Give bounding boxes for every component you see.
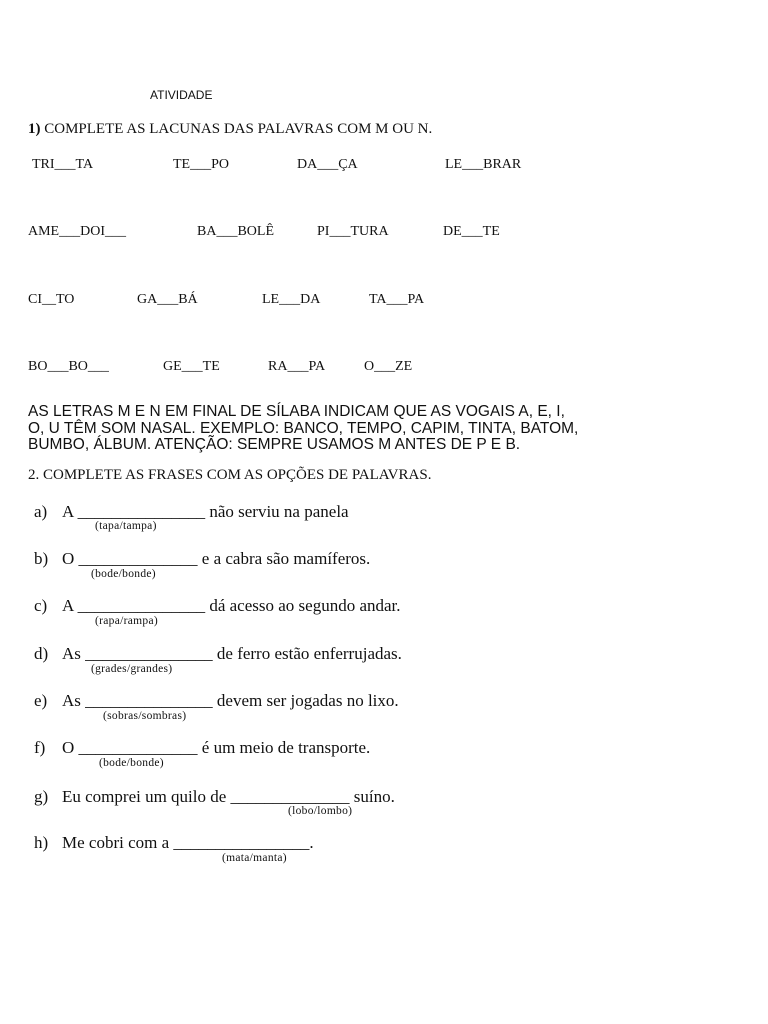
sentence-text: Eu comprei um quilo de ______________ suíno. <box>62 787 395 806</box>
sentence-label: d) <box>34 644 49 663</box>
sentence-label: b) <box>34 549 49 568</box>
question-2-heading: 2. COMPLETE AS FRASES COM AS OPÇÕES DE PALAVRAS. <box>28 467 432 483</box>
question-1-text: COMPLETE AS LACUNAS DAS PALAVRAS COM M OU N. <box>44 121 433 137</box>
sentence-text: As _______________ de ferro estão enferrujadas. <box>62 644 402 663</box>
question-1-number: 1) <box>28 121 41 137</box>
sentence-options: (rapa/rampa) <box>95 615 158 627</box>
sentence-text: O ______________ é um meio de transporte. <box>62 738 371 757</box>
word-item: CI__TO <box>28 292 75 307</box>
sentence-options: (sobras/sombras) <box>103 710 187 722</box>
word-item: PI___TURA <box>317 224 389 239</box>
word-item: GA___BÁ <box>137 292 198 307</box>
sentence-label: h) <box>34 833 49 852</box>
sentence-label: f) <box>34 738 46 757</box>
sentence-label: g) <box>34 787 49 806</box>
sentence-label: c) <box>34 596 48 615</box>
word-item: O___ZE <box>364 359 413 374</box>
sentence-label: a) <box>34 502 48 521</box>
word-item: LE___DA <box>262 292 321 307</box>
word-item: BO___BO___ <box>28 359 109 374</box>
word-item: GE___TE <box>163 359 220 374</box>
word-item: LE___BRAR <box>445 157 522 172</box>
rule-line: O, U TÊM SOM NASAL. EXEMPLO: BANCO, TEMPO, CAPIM, TINTA, BATOM, <box>28 419 579 437</box>
word-item: AME___DOI___ <box>28 224 126 239</box>
question-1-heading <box>28 121 432 138</box>
word-item: TA___PA <box>369 292 425 307</box>
page-title: ATIVIDADE <box>150 88 213 102</box>
word-item: TRI___TA <box>32 157 94 172</box>
sentence-options: (bode/bonde) <box>91 568 156 580</box>
sentence-text: O ______________ e a cabra são mamíferos. <box>62 549 371 568</box>
rule-line: BUMBO, ÁLBUM. ATENÇÃO: SEMPRE USAMOS M ANTES DE P E B. <box>28 436 521 453</box>
rule-line: AS LETRAS M E N EM FINAL DE SÍLABA INDICAM QUE AS VOGAIS A, E, I, <box>28 403 565 420</box>
sentence-label: e) <box>34 691 48 710</box>
word-item: DA___ÇA <box>297 157 358 172</box>
sentence-text: A _______________ não serviu na panela <box>62 502 349 521</box>
sentence-text: Me cobri com a ________________. <box>62 833 314 852</box>
word-item: BA___BOLÊ <box>197 224 274 239</box>
sentence-options: (bode/bonde) <box>99 757 164 769</box>
sentence-text: A _______________ dá acesso ao segundo andar. <box>62 596 401 615</box>
word-item: RA___PA <box>268 359 326 374</box>
word-item: DE___TE <box>443 224 500 239</box>
sentence-options: (grades/grandes) <box>91 663 173 675</box>
sentence-options: (tapa/tampa) <box>95 520 157 532</box>
sentence-options: (mata/manta) <box>222 852 287 864</box>
word-item: TE___PO <box>173 157 229 172</box>
rule-paragraph <box>28 404 598 454</box>
sentence-text: As _______________ devem ser jogadas no lixo. <box>62 691 399 710</box>
sentence-options: (lobo/lombo) <box>288 805 353 817</box>
